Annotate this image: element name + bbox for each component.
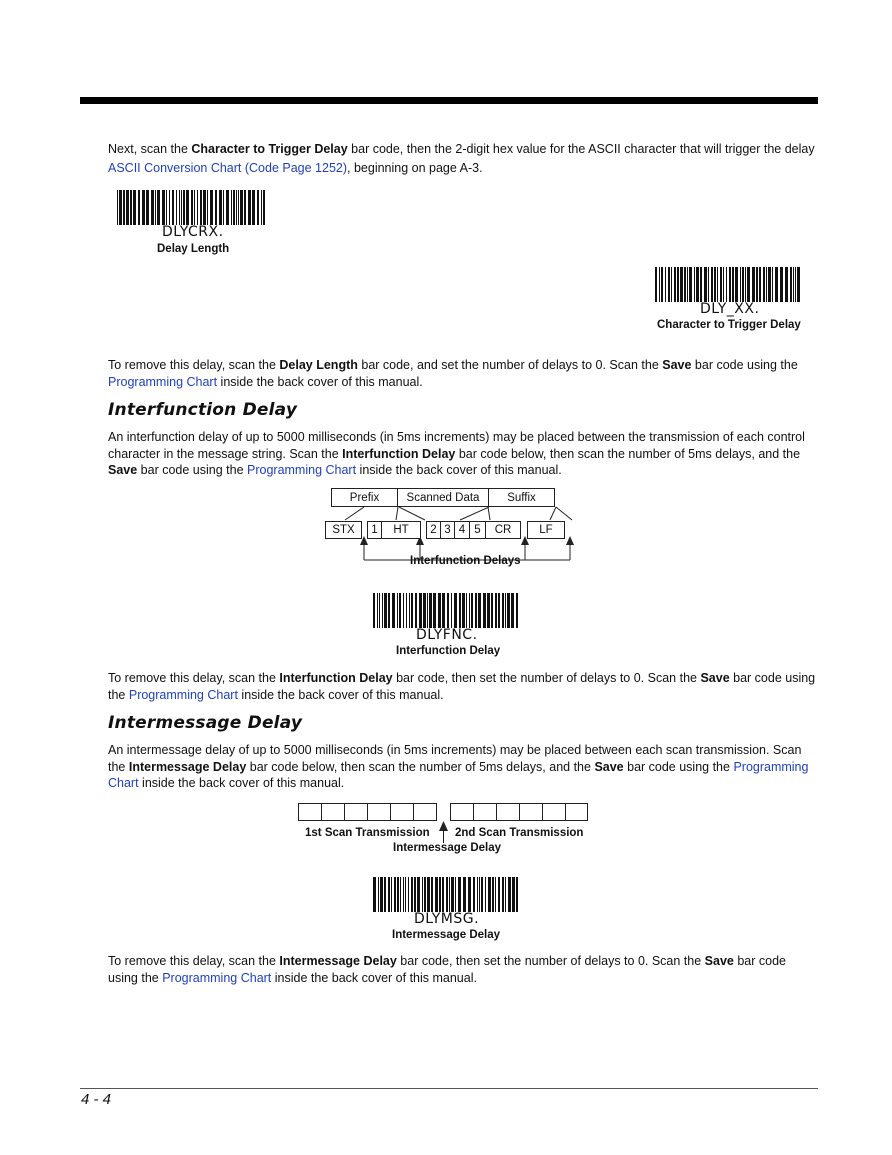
barcode-bar bbox=[215, 190, 217, 225]
barcode-bar bbox=[684, 267, 686, 302]
barcode-bar bbox=[238, 190, 239, 225]
intro-paragraph bbox=[108, 140, 818, 178]
barcode-bar bbox=[176, 190, 177, 225]
barcode-bar bbox=[479, 877, 480, 912]
diagram-cell: 2 bbox=[426, 521, 441, 539]
bold-text: Save bbox=[704, 954, 734, 968]
barcode-bar bbox=[495, 877, 496, 912]
diagram-caption: Interfunction Delays bbox=[410, 555, 521, 567]
barcode-bar bbox=[384, 593, 387, 628]
text: An intermessage delay of up to 5000 milliseconds (in 5ms increments) may be placed between each scan transmission. Scan the bbox=[108, 743, 802, 774]
barcode-bar bbox=[512, 877, 515, 912]
interfunction-heading: Interfunction Delay bbox=[108, 400, 298, 420]
barcode-bar bbox=[475, 593, 477, 628]
barcode-bar bbox=[166, 190, 167, 225]
barcode-bar bbox=[119, 190, 122, 225]
barcode-bar bbox=[700, 267, 702, 302]
barcode-bar bbox=[516, 877, 518, 912]
barcode-bar bbox=[162, 190, 165, 225]
barcode-bar bbox=[200, 190, 202, 225]
remove-interfunction-paragraph bbox=[108, 670, 818, 703]
header-rule bbox=[80, 97, 818, 104]
barcode-bar bbox=[424, 877, 426, 912]
barcode-bar bbox=[785, 267, 788, 302]
barcode-bar bbox=[756, 267, 758, 302]
barcode-bar bbox=[179, 190, 180, 225]
barcode-bar bbox=[240, 190, 243, 225]
barcode-bar bbox=[435, 877, 438, 912]
bold-text: Save bbox=[662, 358, 692, 372]
barcode-bar bbox=[429, 593, 432, 628]
diagram-cell: 4 bbox=[454, 521, 470, 539]
barcode-bar bbox=[373, 593, 375, 628]
barcode-bar bbox=[740, 267, 741, 302]
barcode-bar bbox=[397, 877, 399, 912]
bold-text: Intermessage Delay bbox=[279, 954, 397, 968]
barcode-bar bbox=[415, 593, 417, 628]
remove-delay-length-paragraph bbox=[108, 357, 818, 390]
barcode-label: Interfunction Delay bbox=[396, 645, 501, 657]
barcode-bar bbox=[508, 877, 511, 912]
barcode-bar bbox=[431, 877, 433, 912]
barcode-bar bbox=[466, 593, 467, 628]
footer-rule bbox=[80, 1088, 818, 1089]
barcode-bar bbox=[487, 593, 490, 628]
text: To remove this delay, scan the bbox=[108, 671, 280, 685]
barcode-bar bbox=[723, 267, 724, 302]
bold-text: Delay Length bbox=[279, 358, 358, 372]
barcode-bar bbox=[696, 267, 699, 302]
diagram-cell-ht: HT bbox=[381, 521, 421, 539]
barcode-bar bbox=[384, 877, 386, 912]
barcode-bar bbox=[126, 190, 129, 225]
diagram-cell-lf: LF bbox=[527, 521, 565, 539]
barcode-bar bbox=[447, 593, 449, 628]
barcode-bar bbox=[151, 190, 154, 225]
barcode-bar bbox=[414, 877, 416, 912]
diagram-suffix-box: Suffix bbox=[488, 488, 555, 507]
barcode-bar bbox=[191, 190, 193, 225]
barcode-label: Character to Trigger Delay bbox=[657, 319, 801, 331]
text: bar code using the bbox=[691, 358, 798, 372]
barcode-bar bbox=[502, 877, 504, 912]
barcode-code-text: DLY_XX. bbox=[700, 301, 760, 317]
barcode-bar bbox=[742, 267, 744, 302]
barcode-bar bbox=[720, 267, 722, 302]
barcode-bar bbox=[498, 593, 500, 628]
intro-text: bar code, then the 2-digit hex value for the ASCII character that will trigger the delay bbox=[347, 142, 815, 156]
barcode-bar bbox=[471, 593, 473, 628]
barcode-bar bbox=[403, 877, 404, 912]
barcode-bar bbox=[442, 593, 445, 628]
barcode-bar bbox=[133, 190, 136, 225]
barcode-bar bbox=[763, 267, 765, 302]
barcode-bar bbox=[397, 593, 398, 628]
text: inside the back cover of this manual. bbox=[138, 776, 345, 790]
barcode-bar bbox=[768, 267, 771, 302]
barcode-bar bbox=[394, 877, 396, 912]
barcode-bar bbox=[411, 593, 413, 628]
barcode-bar bbox=[130, 190, 132, 225]
barcode-bar bbox=[689, 267, 692, 302]
barcode-bar bbox=[655, 267, 657, 302]
barcode-bars bbox=[373, 877, 521, 912]
barcode-bar bbox=[463, 877, 466, 912]
text: bar code using the bbox=[108, 954, 786, 985]
barcode-bar bbox=[481, 877, 483, 912]
barcode-bar bbox=[451, 593, 452, 628]
barcode-label: Intermessage Delay bbox=[392, 929, 501, 941]
barcode-bar bbox=[745, 267, 746, 302]
diagram-scanned-data-box: Scanned Data bbox=[397, 488, 489, 507]
barcode-bar bbox=[485, 877, 486, 912]
barcode-bar bbox=[793, 267, 794, 302]
diagram-prefix-box: Prefix bbox=[331, 488, 398, 507]
barcode-bar bbox=[377, 593, 378, 628]
barcode-bar bbox=[197, 190, 198, 225]
barcode-bar bbox=[790, 267, 792, 302]
barcode-bar bbox=[507, 593, 510, 628]
barcode-bar bbox=[203, 190, 206, 225]
barcode-bar bbox=[219, 190, 222, 225]
barcode-bar bbox=[671, 267, 672, 302]
barcode-bar bbox=[244, 190, 246, 225]
barcode-bar bbox=[207, 190, 208, 225]
barcode-bar bbox=[492, 877, 494, 912]
barcode-bar bbox=[181, 190, 182, 225]
barcode-bar bbox=[378, 877, 379, 912]
interfunction-paragraph bbox=[108, 429, 818, 479]
text: inside the back cover of this manual. bbox=[356, 463, 562, 477]
programming-chart-link[interactable]: Programming Chart bbox=[247, 463, 357, 477]
text: An interfunction delay of up to 5000 milliseconds (in 5ms increments) may be placed between the transmission of each control character in the message string. Scan the bbox=[108, 430, 805, 461]
barcode-bar bbox=[257, 190, 259, 225]
text: bar code, then set the number of delays to 0. Scan the bbox=[396, 954, 705, 968]
barcode-bar bbox=[732, 267, 734, 302]
barcode-bars bbox=[373, 593, 521, 628]
barcode-bar bbox=[747, 267, 750, 302]
barcode-bar bbox=[759, 267, 761, 302]
barcode-bar bbox=[687, 267, 688, 302]
barcode-bar bbox=[505, 877, 506, 912]
barcode-bar bbox=[511, 593, 514, 628]
text: bar code below, then scan the number of 5ms delays, and the bbox=[455, 446, 801, 461]
barcode-bar bbox=[661, 267, 663, 302]
barcode-bar bbox=[172, 190, 174, 225]
barcode-bar bbox=[186, 190, 189, 225]
barcode-bar bbox=[717, 267, 718, 302]
bold-text: Interfunction Delay bbox=[342, 446, 456, 461]
barcode-bar bbox=[714, 267, 716, 302]
barcode-bar bbox=[780, 267, 783, 302]
barcode-bar bbox=[422, 877, 423, 912]
barcode-code-text: DLYCRX. bbox=[162, 224, 224, 240]
barcode-bar bbox=[772, 267, 773, 302]
barcode-bar bbox=[449, 877, 450, 912]
barcode-bar bbox=[708, 267, 709, 302]
barcode-bar bbox=[123, 190, 125, 225]
barcode-bar bbox=[454, 593, 457, 628]
barcode-bar bbox=[261, 190, 262, 225]
barcode-bar bbox=[775, 267, 778, 302]
barcode-bar bbox=[446, 877, 448, 912]
barcode-bar bbox=[752, 267, 755, 302]
barcode-bar bbox=[236, 190, 237, 225]
barcode-bar bbox=[423, 593, 426, 628]
barcode-bar bbox=[183, 190, 185, 225]
barcode-bar bbox=[373, 877, 376, 912]
barcode-bar bbox=[442, 877, 444, 912]
barcode-bar bbox=[766, 267, 767, 302]
barcode-bar bbox=[252, 190, 255, 225]
diagram-cell-cr: CR bbox=[485, 521, 521, 539]
barcode-bars bbox=[117, 190, 267, 225]
text: bar code using the bbox=[108, 671, 816, 702]
intro-bold: Character to Trigger Delay bbox=[191, 142, 348, 156]
text: inside the back cover of this manual. bbox=[217, 374, 423, 389]
barcode-bar bbox=[226, 190, 229, 225]
barcode-bar bbox=[704, 267, 707, 302]
barcode-bar bbox=[711, 267, 713, 302]
barcode-bar bbox=[680, 267, 683, 302]
barcode-bar bbox=[483, 593, 486, 628]
barcode-bar bbox=[735, 267, 738, 302]
barcode-bar bbox=[408, 877, 409, 912]
barcode-bar bbox=[477, 877, 478, 912]
barcode-bar bbox=[380, 877, 383, 912]
barcode-bar bbox=[488, 877, 491, 912]
barcode-bar bbox=[400, 877, 401, 912]
diagram-cell-stx: STX bbox=[325, 521, 362, 539]
barcode-bar bbox=[438, 593, 441, 628]
barcode-code-text: DLYMSG. bbox=[414, 911, 480, 927]
barcode-bar bbox=[248, 190, 251, 225]
bold-text: Save bbox=[700, 671, 730, 685]
barcode-bar bbox=[388, 593, 390, 628]
barcode-bar bbox=[502, 593, 504, 628]
barcode-bar bbox=[668, 267, 670, 302]
text: bar code using the bbox=[623, 759, 734, 774]
diagram-cell: 5 bbox=[469, 521, 486, 539]
barcode-bar bbox=[469, 593, 470, 628]
barcode-bar bbox=[659, 267, 660, 302]
intro-text: , beginning on page A-3. bbox=[347, 161, 483, 175]
barcode-bar bbox=[419, 593, 422, 628]
text: bar code below, then scan the number of 5ms delays, and the bbox=[246, 759, 595, 774]
barcode-bar bbox=[403, 593, 404, 628]
programming-chart-link[interactable]: Programming Chart bbox=[108, 374, 218, 389]
programming-chart-link[interactable]: Programming Chart bbox=[108, 759, 809, 790]
page-number: 4 - 4 bbox=[81, 1091, 112, 1108]
intermessage-paragraph bbox=[108, 742, 818, 792]
barcode-bar bbox=[694, 267, 695, 302]
barcode-bar bbox=[169, 190, 170, 225]
text: bar code, and set the number of delays to 0. Scan the bbox=[357, 358, 663, 372]
barcode-bar bbox=[411, 877, 413, 912]
barcode-bar bbox=[146, 190, 149, 225]
barcode-bar bbox=[157, 190, 160, 225]
barcode-bar bbox=[417, 877, 420, 912]
intermessage-heading: Intermessage Delay bbox=[108, 713, 303, 733]
bold-text: Intermessage Delay bbox=[128, 759, 247, 774]
text: To remove this delay, scan the bbox=[108, 954, 280, 968]
barcode-bar bbox=[399, 593, 401, 628]
barcode-interfunction[interactable] bbox=[373, 593, 521, 628]
barcode-bar bbox=[516, 593, 518, 628]
intro-text: Next, scan the bbox=[108, 142, 192, 156]
text: bar code using the bbox=[137, 463, 247, 477]
bold-text: Save bbox=[108, 463, 138, 477]
barcode-bar bbox=[433, 593, 436, 628]
diagram-cell: 1 bbox=[367, 521, 382, 539]
barcode-bar bbox=[451, 877, 454, 912]
second-transmission-label: 2nd Scan Transmission bbox=[455, 827, 584, 839]
barcode-bars bbox=[655, 267, 803, 302]
bold-text: Save bbox=[594, 759, 624, 774]
barcode-bar bbox=[138, 190, 140, 225]
barcode-bar bbox=[155, 190, 156, 225]
barcode-bar bbox=[462, 593, 465, 628]
barcode-bar bbox=[455, 877, 456, 912]
barcode-bar bbox=[468, 877, 471, 912]
programming-chart-link[interactable]: Programming Chart bbox=[128, 687, 238, 702]
text: bar code, then set the number of delays to 0. Scan the bbox=[392, 671, 701, 685]
barcode-bar bbox=[388, 877, 390, 912]
bold-text: Interfunction Delay bbox=[279, 671, 393, 685]
diagram-caption: Intermessage Delay bbox=[393, 842, 502, 854]
barcode-bar bbox=[194, 190, 195, 225]
barcode-bar bbox=[233, 190, 235, 225]
barcode-delay-length[interactable] bbox=[117, 190, 267, 225]
barcode-bar bbox=[458, 877, 461, 912]
first-transmission-label: 1st Scan Transmission bbox=[305, 827, 430, 839]
barcode-label: Delay Length bbox=[157, 243, 230, 255]
barcode-bar bbox=[674, 267, 676, 302]
text: inside the back cover of this manual. bbox=[271, 970, 477, 985]
barcode-bar bbox=[491, 593, 493, 628]
barcode-bar bbox=[729, 267, 731, 302]
barcode-bar bbox=[392, 593, 395, 628]
barcode-bar bbox=[495, 593, 497, 628]
diagram-cell: 3 bbox=[440, 521, 455, 539]
barcode-bar bbox=[498, 877, 500, 912]
barcode-bar bbox=[231, 190, 232, 225]
barcode-bar bbox=[677, 267, 679, 302]
barcode-bar bbox=[795, 267, 796, 302]
barcode-bar bbox=[391, 877, 392, 912]
barcode-bar bbox=[409, 593, 410, 628]
barcode-bar bbox=[797, 267, 800, 302]
text: inside the back cover of this manual. bbox=[237, 687, 444, 702]
barcode-bar bbox=[405, 877, 406, 912]
barcode-char-trigger[interactable] bbox=[655, 267, 803, 302]
barcode-code-text: DLYFNC. bbox=[416, 627, 478, 643]
remove-intermessage-paragraph bbox=[108, 953, 818, 986]
barcode-bar bbox=[379, 593, 380, 628]
barcode-bar bbox=[439, 877, 441, 912]
barcode-intermessage[interactable] bbox=[373, 877, 521, 912]
barcode-bar bbox=[117, 190, 118, 225]
barcode-bar bbox=[478, 593, 481, 628]
barcode-bar bbox=[210, 190, 213, 225]
barcode-bar bbox=[142, 190, 145, 225]
programming-chart-link[interactable]: Programming Chart bbox=[162, 970, 272, 985]
barcode-bar bbox=[223, 190, 224, 225]
barcode-bar bbox=[505, 593, 506, 628]
barcode-bar bbox=[665, 267, 666, 302]
barcode-bar bbox=[473, 877, 475, 912]
barcode-bar bbox=[382, 593, 383, 628]
barcode-bar bbox=[459, 593, 461, 628]
barcode-bar bbox=[726, 267, 727, 302]
barcode-bar bbox=[427, 593, 428, 628]
barcode-bar bbox=[427, 877, 430, 912]
barcode-bar bbox=[406, 593, 407, 628]
text: To remove this delay, scan the bbox=[108, 358, 280, 372]
ascii-chart-link[interactable]: ASCII Conversion Chart (Code Page 1252) bbox=[108, 161, 348, 175]
barcode-bar bbox=[263, 190, 265, 225]
